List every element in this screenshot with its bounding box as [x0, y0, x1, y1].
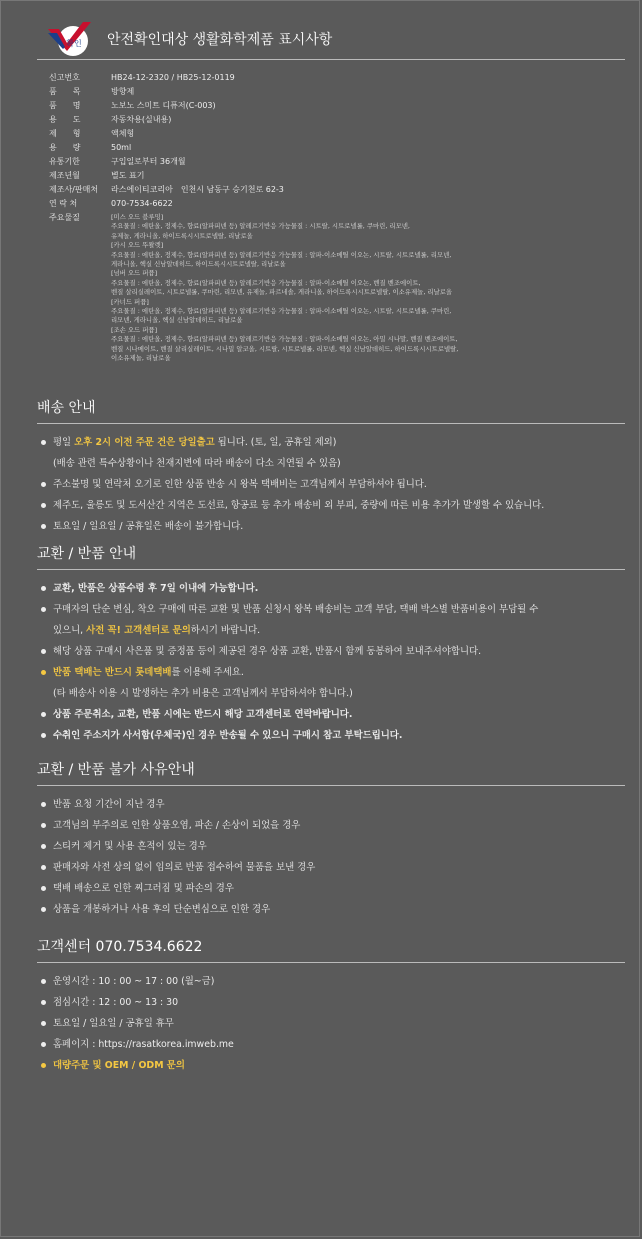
customer-center-title: 고객센터 070.7534.6622	[37, 936, 625, 963]
item-text: 구매자의 단순 변심, 착오 구매에 따른 교환 및 반품 신청시 왕복 배송비는 고객 부담, 택배 박스별 반품비용이 부담될 수	[53, 604, 539, 615]
page-title: 안전확인대상 생활화학제품 표시사항	[107, 32, 333, 48]
spec-key: 품 명	[49, 101, 81, 110]
list-item	[39, 578, 625, 599]
exchange-section	[37, 543, 625, 746]
item-text: 고객님의 부주의로 인한 상품오염, 파손 / 손상이 되었을 경우	[53, 820, 301, 831]
item-text: 택배 배송으로 인한 찌그러짐 및 파손의 경우	[53, 883, 234, 894]
material-line: 주요물질 : 에탄올, 정제수, 향료(알파피넨 등) 알레르기반응 가능물질 : 알파-이소메틸 이오논, 시트랄, 시트로넬롤, 쿠마린,	[111, 307, 452, 316]
spec-value: HB24-12-2320 / HB25-12-0119	[111, 73, 235, 82]
item-text: 하시기 바랍니다.	[190, 625, 261, 636]
shipping-title: 배송 안내	[37, 397, 625, 424]
material-line: [미스 오드 블루밍]	[111, 213, 164, 221]
sub-line	[53, 620, 625, 641]
material-line: 리모넨, 게라니올, 헥실 신남알데히드, 리날로올	[111, 316, 243, 325]
no-exchange-title: 교환 / 반품 불가 사유안내	[37, 759, 625, 786]
list-item	[39, 1034, 625, 1055]
material-line: 주요물질 : 에탄올, 정제수, 향료(알파피넨 등) 알레르기반응 가능물질 : 알파-이소메틸 이오논, 시트랄, 시트로넬롤, 리모넨,	[111, 250, 452, 259]
item-text: 홈페이지 : https://rasatkorea.imweb.me	[53, 1039, 234, 1050]
material-line: [넘버 오드 퍼퓸]	[111, 269, 158, 278]
material-line: 벤질 살리실레이트, 시트로넬롤, 쿠마린, 리모넨, 유제놀, 파르네솔, 게라니올, 하이드록시시트로넬랄, 이소유제놀, 리날로올	[111, 288, 453, 297]
material-line: 주요물질 : 에탄올, 정제수, 향료(알파피넨 등) 알레르기반응 가능물질 : 시트랄, 시트로넬롤, 쿠마린, 리모넨,	[111, 222, 410, 231]
spec-row	[49, 85, 619, 99]
spec-value: 구입일로부터 36개월	[111, 157, 186, 166]
item-text: 상품 주문취소, 교환, 반품 시에는 반드시 해당 고객센터로 연락바랍니다.	[53, 709, 353, 720]
spec-key: 제조년월	[49, 171, 80, 180]
spec-row	[49, 183, 619, 197]
highlight-text: 사전 꼭! 고객센터로 문의	[86, 625, 191, 636]
material-line: 이소유제놀, 리날로올	[111, 354, 171, 363]
spec-key: 신고번호	[49, 73, 80, 82]
spec-value: 노보노 스미트 디퓨저(C-003)	[111, 101, 216, 110]
list-item	[39, 836, 625, 857]
spec-row	[49, 141, 619, 155]
list-item	[39, 662, 625, 704]
header	[1, 1, 639, 77]
item-text: 점심시간 : 12 : 00 ~ 13 : 30	[53, 997, 179, 1008]
item-text: 운영시간 : 10 : 00 ~ 17 : 00 (월~금)	[53, 976, 215, 987]
list-item	[39, 725, 625, 746]
list-item-highlight	[39, 1055, 625, 1076]
material-line: 유제놀, 게라니올, 하이드록시시트로넬랄, 리날로올	[111, 231, 253, 240]
list-item	[39, 815, 625, 836]
material-line: 주요물질 : 에탄올, 정제수, 향료(알파피넨 등) 알레르기반응 가능물질 : 알파-이소메틸 이오논, 아밀 시나말, 벤질 벤조에이트,	[111, 335, 458, 344]
spec-key: 제조사/판매처	[49, 185, 99, 194]
list-item	[39, 878, 625, 899]
safety-check-logo	[45, 19, 95, 59]
spec-row	[49, 127, 619, 141]
exchange-title: 교환 / 반품 안내	[37, 543, 625, 570]
list-item	[39, 992, 625, 1013]
logo-text: 확인	[66, 39, 82, 48]
spec-value: 액체형	[111, 129, 135, 138]
list-item	[39, 495, 625, 516]
spec-value: 070-7534-6622	[111, 199, 173, 208]
materials-list	[49, 213, 619, 364]
list-item	[39, 1013, 625, 1034]
list-item	[39, 794, 625, 815]
spec-row	[49, 155, 619, 169]
list-item	[39, 971, 625, 992]
item-text: 주소불명 및 연락처 오기로 인한 상품 반송 시 왕복 택배비는 고객님께서 부담하셔야 됩니다.	[53, 479, 427, 490]
list-item	[39, 641, 625, 662]
item-text: 상품을 개봉하거나 사용 후의 단순변심으로 인한 경우	[53, 904, 271, 915]
spec-table	[49, 71, 619, 364]
highlight-text: 오후 2시 이전 주문 건은 당일출고	[74, 437, 215, 448]
shipping-section	[37, 397, 625, 537]
spec-key: 제 형	[49, 129, 81, 138]
spec-value: 라스에이티코리아 인천시 남동구 승기천로 62-3	[111, 185, 284, 194]
customer-center-section	[37, 936, 625, 1076]
spec-row	[49, 169, 619, 183]
item-text: 수취인 주소지가 사서함(우체국)인 경우 반송될 수 있으니 구매시 참고 부탁드립니다.	[53, 730, 403, 741]
list-item	[39, 474, 625, 495]
material-line: [카시 오드 뚜왈렛]	[111, 241, 164, 250]
highlight-text: 대량주문 및 OEM / ODM 문의	[53, 1060, 185, 1071]
item-text: 반품 요청 기간이 지난 경우	[53, 799, 165, 810]
spec-row	[49, 197, 619, 211]
item-text: 토요일 / 일요일 / 공휴일 휴무	[53, 1018, 174, 1029]
spec-key: 용 도	[49, 115, 81, 124]
header-divider	[37, 59, 625, 60]
item-text: 제주도, 울릉도 및 도서산간 지역은 도선료, 항공료 등 추가 배송비 외 부피, 중량에 따른 비용 추가가 발생할 수 있습니다.	[53, 500, 545, 511]
spec-value: 별도 표기	[111, 171, 145, 180]
material-line: [카너드 퍼퓸]	[111, 297, 149, 306]
sub-text: (배송 관련 특수상황이나 천재지변에 따라 배송이 다소 지연될 수 있음)	[53, 458, 341, 469]
item-text: 스티커 제거 및 사용 흔적이 있는 경우	[53, 841, 207, 852]
item-text: 됩니다. (토, 일, 공휴일 제외)	[214, 437, 337, 448]
highlight-text: 반품 택배는 반드시	[53, 667, 136, 678]
spec-row	[49, 71, 619, 85]
spec-key: 주요물질	[49, 213, 80, 222]
item-text: 있으니,	[53, 625, 87, 636]
no-exchange-section	[37, 759, 625, 920]
spec-key: 연 락 처	[49, 199, 78, 208]
list-item	[39, 432, 625, 474]
item-text: 를 이용해 주세요.	[171, 667, 244, 678]
item-text: 해당 상품 구매시 사은품 및 증정품 등이 제공된 경우 상품 교환, 반품시 함께 동봉하여 보내주셔야합니다.	[53, 646, 482, 657]
item-text: 토요일 / 일요일 / 공휴일은 배송이 불가합니다.	[53, 521, 244, 532]
list-item	[39, 599, 625, 641]
material-line: 주요물질 : 에탄올, 정제수, 향료(알파피넨 등) 알레르기반응 가능물질 : 알파-이소메틸 이오논, 벤질 벤조에이트,	[111, 278, 421, 287]
sub-text: (타 배송사 이용 시 발생하는 추가 비용은 고객님께서 부담하셔야 합니다.)	[53, 688, 353, 699]
list-item	[39, 704, 625, 725]
material-line: 벤질 시나메이트, 벤질 살리실레이트, 시나밀 알코올, 시트랄, 시트로넬롤, 리모넨, 헥실 신남알데히드, 하이드록시시트로넬랄,	[111, 344, 459, 353]
list-item	[39, 516, 625, 537]
list-item	[39, 899, 625, 920]
spec-key: 유통기한	[49, 157, 80, 166]
spec-key: 용 량	[49, 143, 81, 152]
spec-value: 자동차용(실내용)	[111, 115, 172, 124]
spec-value: 50ml	[111, 143, 132, 152]
item-text: 판매자와 사전 상의 없이 임의로 반품 접수하여 물품을 보낸 경우	[53, 862, 316, 873]
list-item	[39, 857, 625, 878]
spec-value: 방향제	[111, 87, 135, 96]
material-line: [조손 오드 퍼퓸]	[111, 325, 158, 334]
item-text: 교환, 반품은 상품수령 후 7일 이내에 가능합니다.	[53, 583, 259, 594]
highlight-text: 롯데택배	[135, 667, 172, 678]
spec-row	[49, 113, 619, 127]
material-line: 게라니올, 헥실 신남알데히드, 하이드록시시트로넬랄, 리날로올	[111, 260, 286, 269]
spec-key: 품 목	[49, 87, 81, 96]
item-text: 평일	[53, 437, 75, 448]
spec-row	[49, 99, 619, 113]
